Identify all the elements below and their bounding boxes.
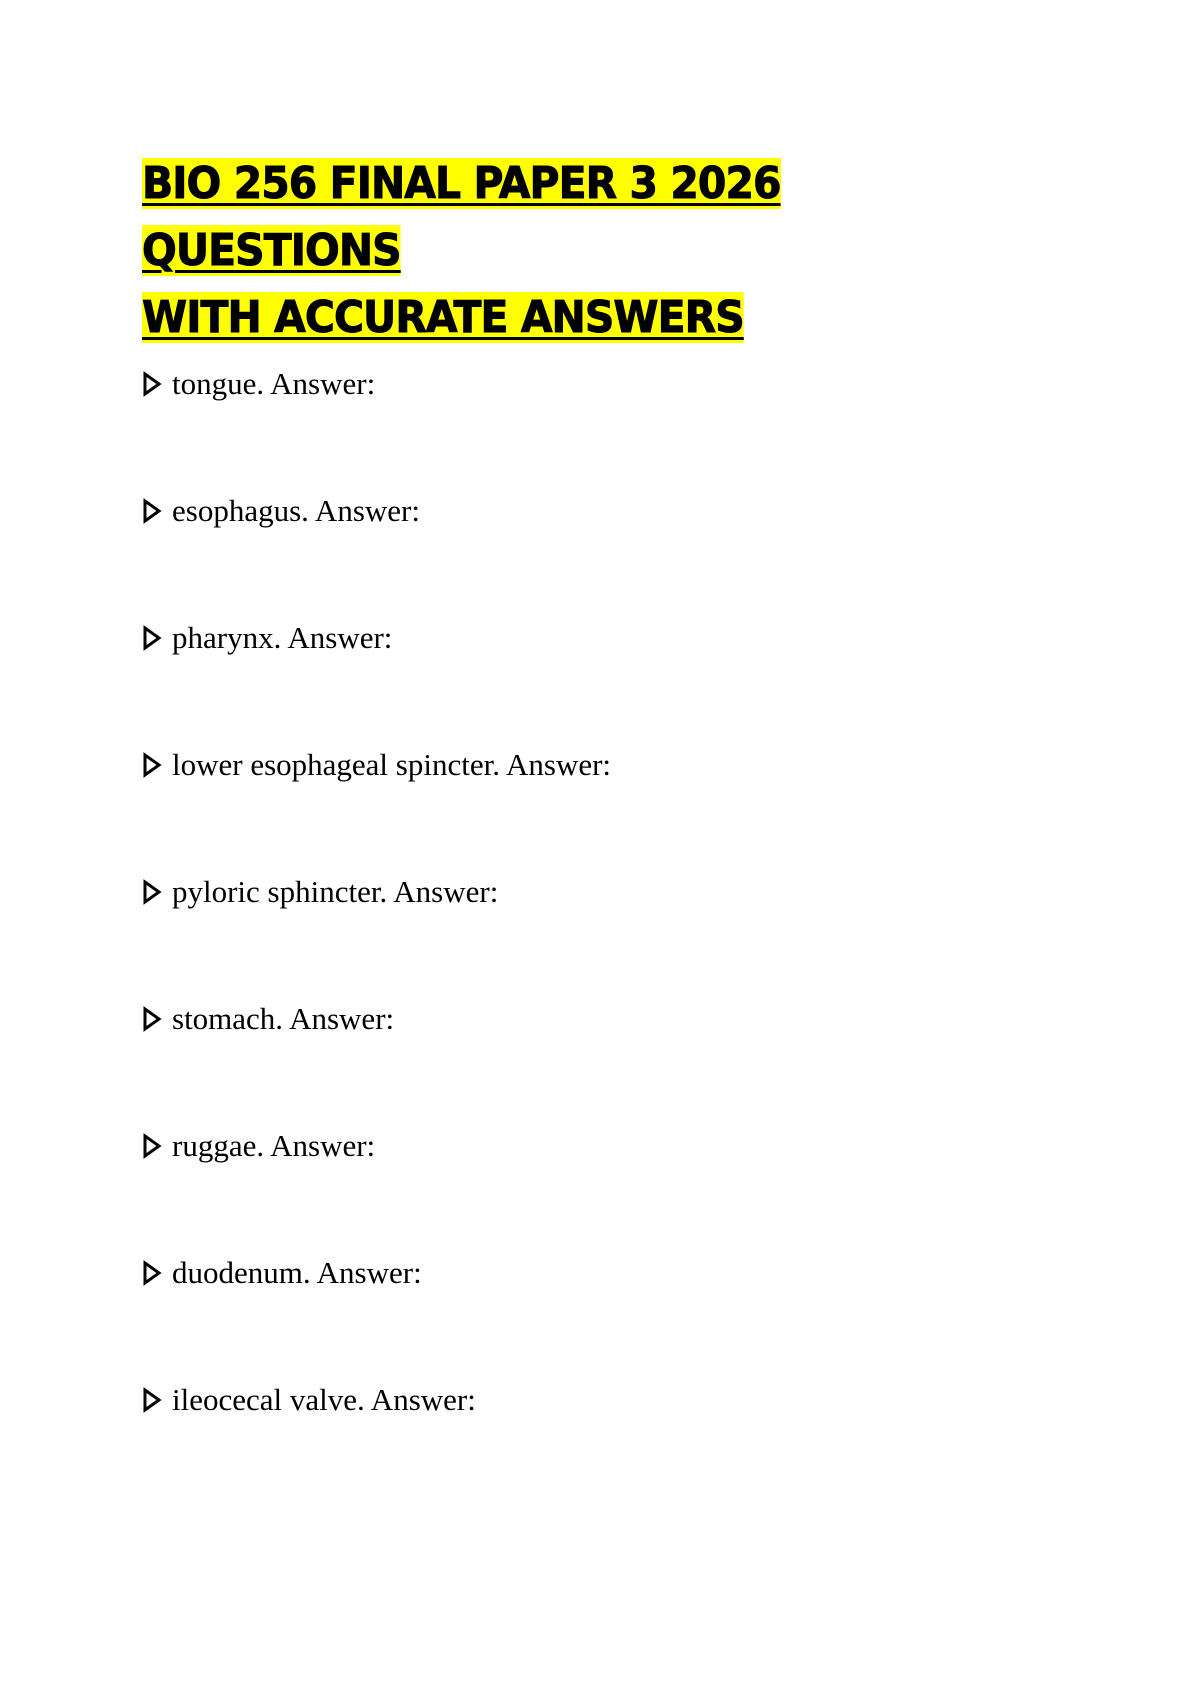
list-item-text: duodenum. Answer: xyxy=(172,1255,422,1290)
arrow-bullet-icon xyxy=(142,622,172,654)
list-item-text: lower esophageal spincter. Answer: xyxy=(172,747,612,782)
arrow-bullet-icon xyxy=(142,876,172,908)
list-item xyxy=(142,495,1042,622)
document-title xyxy=(142,150,1016,351)
arrow-bullet-icon xyxy=(142,1130,172,1162)
list-item-text: ruggae. Answer: xyxy=(172,1128,376,1163)
list-item-text: ileocecal valve. Answer: xyxy=(172,1382,476,1417)
arrow-bullet-icon xyxy=(142,1003,172,1035)
arrow-bullet-icon xyxy=(142,1257,172,1289)
list-item xyxy=(142,368,1042,495)
arrow-bullet-icon xyxy=(142,368,172,400)
list-item xyxy=(142,1130,1042,1257)
list-item xyxy=(142,1003,1042,1130)
list-item-text: pyloric sphincter. Answer: xyxy=(172,874,499,909)
arrow-bullet-icon xyxy=(142,749,172,781)
title-line-1: BIO 256 FINAL PAPER 3 2026 QUESTIONS xyxy=(142,158,781,276)
question-list xyxy=(142,368,1042,1511)
list-item xyxy=(142,1257,1042,1384)
list-item-text: tongue. Answer: xyxy=(172,366,376,401)
arrow-bullet-icon xyxy=(142,1384,172,1416)
list-item xyxy=(142,876,1042,1003)
list-item xyxy=(142,749,1042,876)
list-item-text: esophagus. Answer: xyxy=(172,493,420,528)
list-item xyxy=(142,1384,1042,1511)
arrow-bullet-icon xyxy=(142,495,172,527)
list-item-text: pharynx. Answer: xyxy=(172,620,393,655)
list-item xyxy=(142,622,1042,749)
list-item-text: stomach. Answer: xyxy=(172,1001,395,1036)
title-line-2: WITH ACCURATE ANSWERS xyxy=(142,292,744,343)
